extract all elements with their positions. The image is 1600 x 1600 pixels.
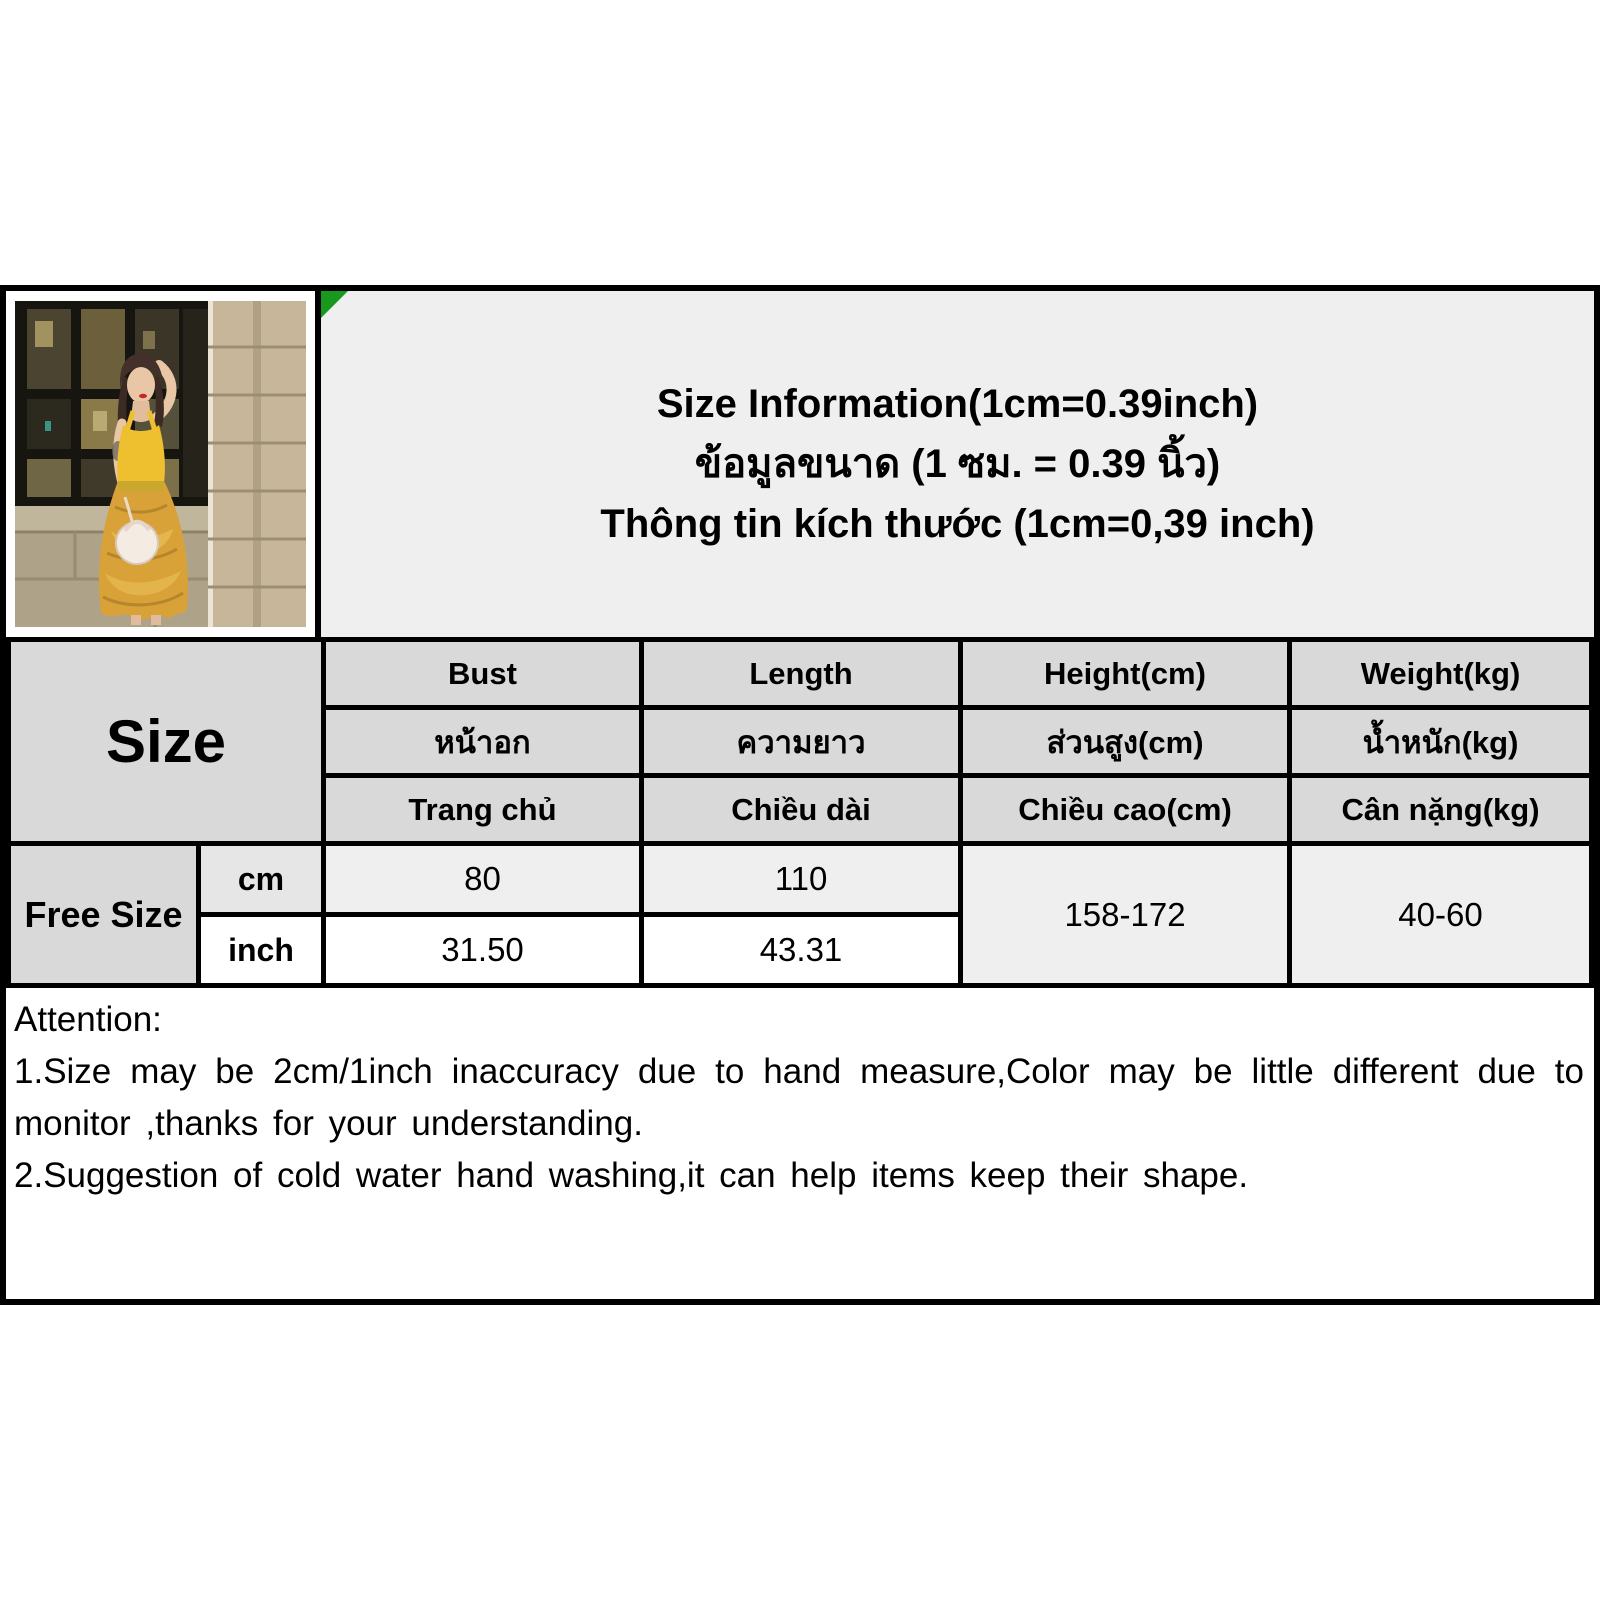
top-row xyxy=(6,291,1594,637)
size-chart-sheet xyxy=(0,285,1600,1305)
green-corner-marker-icon xyxy=(321,291,348,318)
attention-heading: Attention: xyxy=(14,1000,162,1039)
product-photo-cell xyxy=(6,291,321,637)
header-row-en xyxy=(9,640,1592,708)
unit-cm-label: cm xyxy=(199,844,324,915)
cell-height-range: 158-172 xyxy=(961,844,1290,986)
data-row-cm xyxy=(9,844,1592,915)
cell-bust-inch: 31.50 xyxy=(324,915,642,986)
header-weight-en: Weight(kg) xyxy=(1290,640,1592,708)
header-length-th: ความยาว xyxy=(642,708,961,776)
attention-note-1: 1.Size may be 2cm/1inch inaccuracy due to hand measure,Color may be little different due to monitor ,thanks for your understanding. xyxy=(14,1052,1584,1143)
cell-weight-range: 40-60 xyxy=(1290,844,1592,986)
size-table xyxy=(6,637,1594,988)
header-height-th: ส่วนสูง(cm) xyxy=(961,708,1290,776)
header-bust-en: Bust xyxy=(324,640,642,708)
cell-length-cm: 110 xyxy=(642,844,961,915)
attention-note-2: 2.Suggestion of cold water hand washing,it can help items keep their shape. xyxy=(14,1156,1249,1195)
header-bust-th: หน้าอก xyxy=(324,708,642,776)
header-weight-vi: Cân nặng(kg) xyxy=(1290,776,1592,844)
header-bust-vi: Trang chủ xyxy=(324,776,642,844)
header-height-en: Height(cm) xyxy=(961,640,1290,708)
header-height-vi: Chiều cao(cm) xyxy=(961,776,1290,844)
unit-inch-label: inch xyxy=(199,915,324,986)
header-length-vi: Chiều dài xyxy=(642,776,961,844)
product-photo-illustration xyxy=(15,301,306,627)
size-info-title-en: Size Information(1cm=0.39inch) xyxy=(656,382,1259,426)
size-corner-label: Size xyxy=(9,640,324,844)
attention-section xyxy=(6,988,1594,1299)
header-length-en: Length xyxy=(642,640,961,708)
cell-bust-cm: 80 xyxy=(324,844,642,915)
product-photo xyxy=(15,301,306,627)
header-weight-th: น้ำหนัก(kg) xyxy=(1290,708,1592,776)
size-information-header xyxy=(321,291,1594,637)
size-info-title-vi: Thông tin kích thước (1cm=0,39 inch) xyxy=(600,502,1315,546)
cell-length-inch: 43.31 xyxy=(642,915,961,986)
free-size-label: Free Size xyxy=(9,844,199,986)
size-info-title-th: ข้อมูลขนาด (1 ซม. = 0.39 นิ้ว) xyxy=(694,442,1221,486)
